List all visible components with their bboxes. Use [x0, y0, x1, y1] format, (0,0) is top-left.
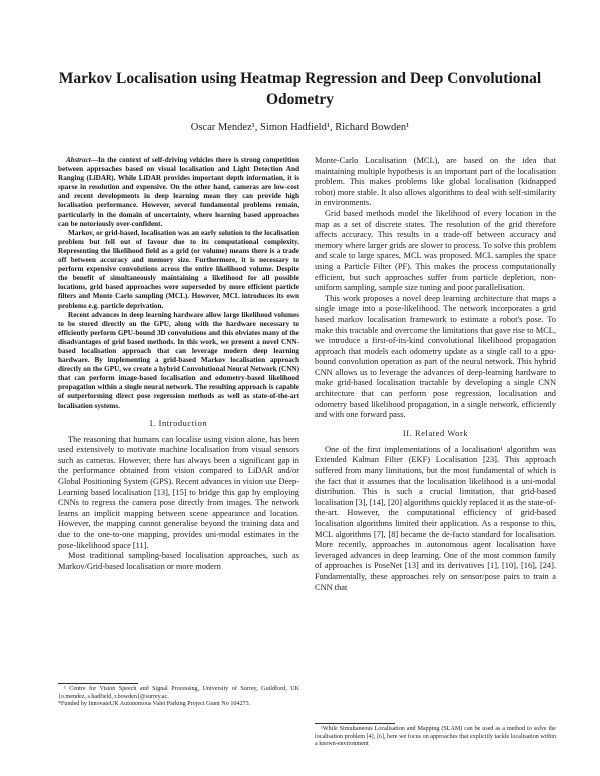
right-paragraph-2: Grid based methods model the likelihood of every location in the map as a set of discrete states. The resolution of the grid therefore affects accuracy. This results in a trade-off between accuracy and memory where larger grids are slower to process. To solve this problem and scale to large spaces, MCL was proposed. MCL samples the space using a Particle Filter (PF). This makes the process computationally efficient, but such approaches suffer from particle depletion, non-uniform sampling, sample size tuning and poor parallelisation. — [315, 208, 556, 293]
section-heading-introduction: I. Introduction — [149, 418, 208, 428]
left-column — [58, 156, 299, 572]
right-column — [315, 156, 556, 593]
footnote-affiliation: ¹ Centre for Vision Speech and Signal Processing, University of Surrey, Guildford, UK {o.mendez, s.hadfield, r.bowden}@surrey.ac. — [58, 686, 299, 700]
right-paragraph-3: This work proposes a novel deep learning architecture that maps a single image into a pose-likelihood. The network incorporates a grid based markov localisation framework to estimate a robot's pose. To make this tractable and overcome the limitations that gave rise to MCL, we introduce a first-of-its-kind convolutional likelihood propagation approach that models each odometry update as a single call to a gpu-bound convolution operation as part of the neural network. This hybrid CNN allows us to leverage the advances of deep-learning hardware to make grid-based localisation tractable by developing a single CNN architecture that can perform pose regression, localisation and odometry based likelihood propagation, in a single network, efficiently and with one forward pass. — [315, 293, 556, 420]
related-paragraph-1: One of the first implementations of a localisation¹ algorithm was Extended Kalman Filter (EKF) Localisation [23]. This approach suffered from many limitations, but the most fundamental of which is the fact that it assumes that the localisation likelihood is a uni-modal distribution. This is such a crucial limitation, that grid-based localisation [3], [14], [20] algorithms quickly replaced it as the state-of-the-art. However, the computational efficiency of grid-based localisation algorithms limited their application. As a response to this, MCL algorithms [7], [8] became the de-facto standard for localisation. More recently, approaches in autonomous agent localisation have leveraged advances in deep learning. One of the most common family of approaches is PoseNet [13] and its derivatives [1], [10], [16], [24]. Fundamentally, these approaches rely on sensor/pose pairs to train a CNN that — [315, 444, 556, 592]
intro-paragraph-1: The reasoning that humans can localise using vision alone, has been used extensively to motivate machine localisation from visual sensors such as cameras. However, there has always been a significant gap in the performance obtained from vision compared to LiDAR and/or Global Positioning System (GPS). Recent advances in vision use Deep-Learning based localisation [13], [15] to bridge this gap by employing CNNs to regress the camera pose directly from images. The network learns an implicit mapping between scene appearance and location. However, the mapping cannot generalise beyond the training data and due to the one-to-one mapping, provides uni-modal estimates in the pose-likelihood space [11]. — [58, 434, 299, 550]
intro-paragraph-2: Most traditional sampling-based localisation approaches, such as Markov/Grid-based localisation or more modern — [58, 551, 299, 571]
footnotes-left — [58, 686, 299, 709]
footnote-funding: *Funded by InnovateUK Autonomous Valet Parking Project Grant No 104273. — [58, 701, 251, 708]
abstract-label: Abstract— — [66, 156, 98, 164]
footnote-slam: ¹While Simultaneous Localisation and Mapping (SLAM) can be used as a method to solve the localisation problem [4], [6], here we focus on approaches that explicitly tackle localisation within a known-environment — [315, 726, 556, 748]
related-work-text — [315, 445, 556, 593]
footnote-rule-left — [58, 683, 138, 684]
abstract — [58, 156, 299, 411]
footnote-rule-right — [315, 723, 395, 724]
right-paragraph-1: Monte-Carlo Localisation (MCL), are based on the idea that maintaining multiple hypothesis is an important part of the localisation problem. This makes problems like global localisation (kidnapped robot) more stable. It also allows algorithms to deal with self-similarity in environments. — [315, 156, 556, 208]
author-list: Oscar Mendez¹, Simon Hadfield¹, Richard Bowden¹ — [190, 122, 410, 133]
section-heading-related-work: II. Related Work — [402, 428, 469, 438]
abstract-paragraph-1: Abstract—In the context of self-driving vehicles there is strong competition between approaches based on visual localisation and Light Detection And Ranging (LiDAR). While LiDAR provides important depth information, it is sparse in resolution and expensive. On the other hand, cameras are low-cost and recent developments in deep learning mean they can provide high localisation performance. However, several fundamental problems remain, particularly in the domain of uncertainty, where learning based approaches can be notoriously over-confident. — [58, 156, 299, 228]
abstract-paragraph-3: Recent advances in deep learning hardware allow large likelihood volumes to be stored directly on the GPU, along with the hardware necessary to efficiently perform GPU-bound 3D convolutions and this obviates many of the disadvantages of grid based methods. In this work, we present a novel CNN-based localisation approach that can leverage modern deep learning hardware. By implementing a grid-based Markov localisation approach directly on the GPU, we create a hybrid Convolutional Neural Network (CNN) that can perform image-based localisation and odometry-based likelihood propagation within a single neural network. The resulting approach is capable of outperforming direct pose regression methods as well as state-of-the-art localisation systems. — [58, 310, 299, 410]
abstract-paragraph-2: Markov, or grid-based, localisation was an early solution to the localisation problem but fell out of favour due to its computational complexity. Representing the likelihood field as a grid (or volume) means there is a trade off between accuracy and memory size. Furthermore, it is necessary to perform expensive convolutions across the entire likelihood volume. Despite the benefit of simultaneously maintaining a likelihood for all possible locations, grid based approaches were superseded by more efficient particle filters and Monte Carlo sampling (MCL). However, MCL introduces its own problems e.g. particle deprivation. — [58, 228, 299, 310]
right-body-text — [315, 156, 556, 421]
footnote-right — [315, 726, 556, 749]
paper-title: Markov Localisation using Heatmap Regression and Deep Convolutional Odometry — [58, 70, 542, 108]
introduction-text — [58, 435, 299, 573]
